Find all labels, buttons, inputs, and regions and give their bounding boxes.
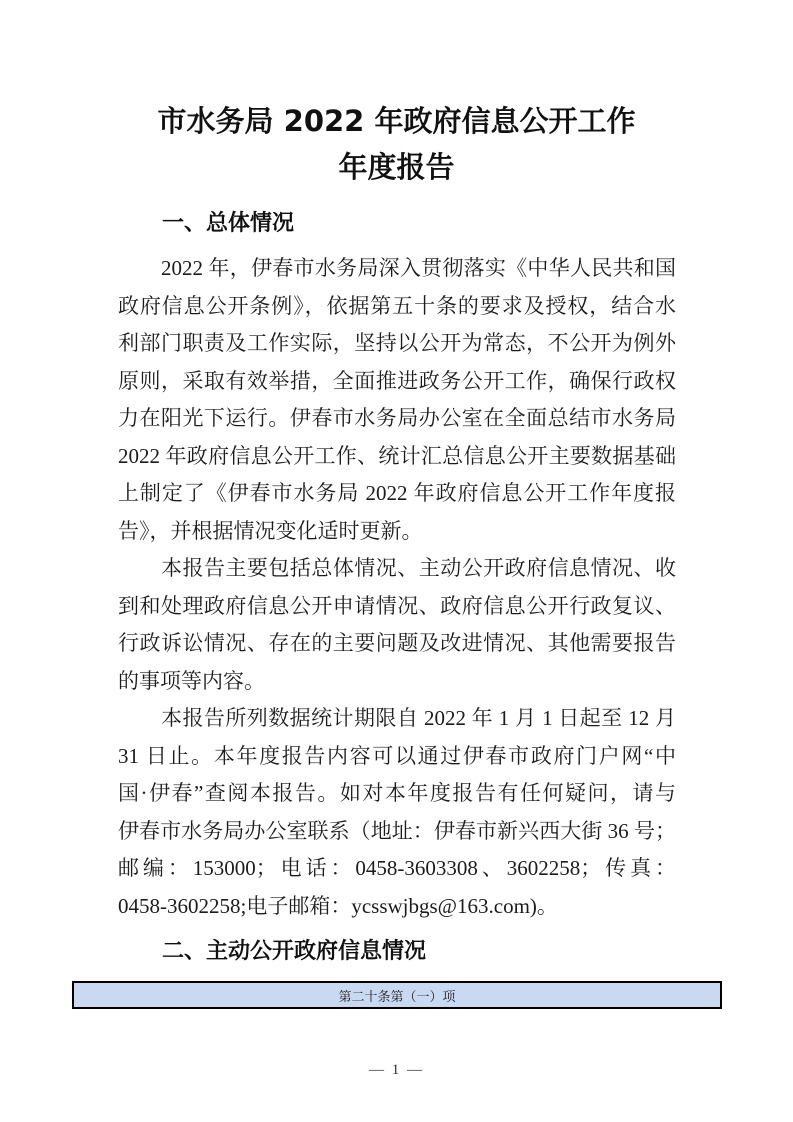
paragraph-line: 上制定了《伊春市水务局 2022 年政府信息公开工作年度报 xyxy=(118,481,676,505)
paragraph-line: 行政诉讼情况、存在的主要问题及改进情况、其他需要报告 xyxy=(118,631,676,655)
paragraph-line: 31 日止。本年度报告内容可以通过伊春市政府门户网“中 xyxy=(118,743,676,768)
document-title xyxy=(0,0,793,190)
table-header-label: 第二十条第（一）项 xyxy=(338,988,456,1004)
paragraph-line: 伊春市水务局办公室联系（地址：伊春市新兴西大街 36 号； xyxy=(118,818,676,843)
paragraph xyxy=(118,250,676,550)
section-overall-situation-paragraphs xyxy=(118,250,676,925)
document-body xyxy=(118,210,676,966)
paragraph-line: 国·伊春”查阅本报告。如对本年度报告有任何疑问，请与 xyxy=(118,781,676,805)
paragraph-line: 政府信息公开条例》，依据第五十条的要求及授权，结合水 xyxy=(118,293,676,318)
paragraph-line: 利部门职责及工作实际，坚持以公开为常态，不公开为例外 xyxy=(118,331,676,355)
table-header-row xyxy=(72,981,722,1009)
paragraph-line: 本报告主要包括总体情况、主动公开政府信息情况、收 xyxy=(161,556,676,580)
paragraph xyxy=(118,700,676,925)
paragraph-line: 邮编：153000；电话：0458-3603308、3602258；传真： xyxy=(118,856,676,880)
document-title-line-1: 市水务局 2022 年政府信息公开工作 xyxy=(157,104,636,138)
section-heading-proactive-disclosure: 二、主动公开政府信息情况 xyxy=(162,939,427,964)
paragraph-line: 本报告所列数据统计期限自 2022 年 1 月 1 日起至 12 月 xyxy=(161,706,676,730)
paragraph-line: 告》，并根据情况变化适时更新。 xyxy=(118,518,423,543)
paragraph-line: 0458-3602258;电子邮箱：ycsswjbgs@163.com)。 xyxy=(118,893,558,918)
paragraph-line: 2022 年，伊春市水务局深入贯彻落实《中华人民共和国 xyxy=(161,256,676,280)
paragraph xyxy=(118,550,676,700)
paragraph-line: 到和处理政府信息公开申请情况、政府信息公开行政复议、 xyxy=(118,593,676,618)
page-number: — 1 — xyxy=(369,1062,424,1078)
document-title-line-2: 年度报告 xyxy=(338,150,455,184)
paragraph-line: 力在阳光下运行。伊春市水务局办公室在全面总结市水务局 xyxy=(118,406,676,430)
paragraph-line: 2022 年政府信息公开工作、统计汇总信息公开主要数据基础 xyxy=(118,443,676,468)
paragraph-line: 的事项等内容。 xyxy=(118,668,265,693)
paragraph-line: 原则，采取有效举措，全面推进政务公开工作，确保行政权 xyxy=(118,368,676,393)
section-heading-overall-situation: 一、总体情况 xyxy=(162,211,295,236)
